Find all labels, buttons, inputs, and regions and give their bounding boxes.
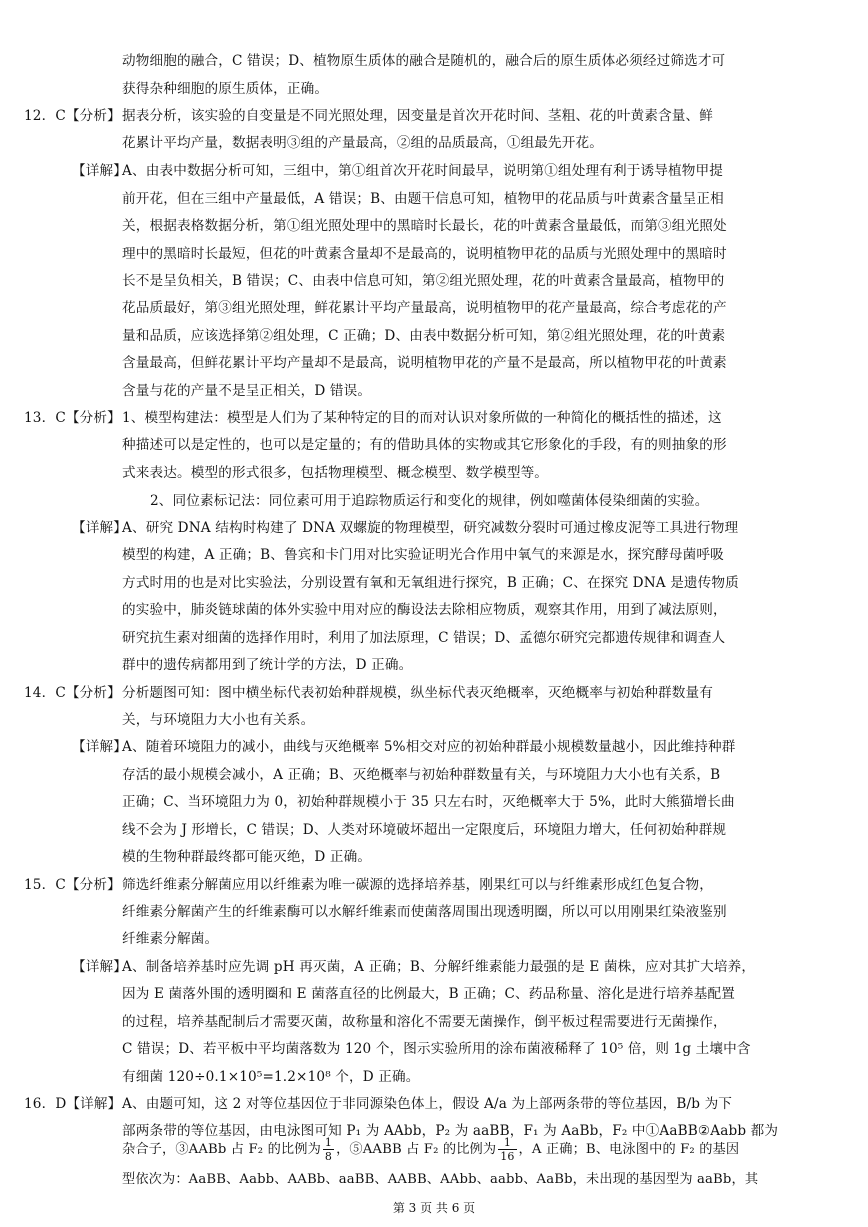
analysis-text: 种描述可以是定性的，也可以是定量的；有的借助具体的实物或其它形象化的手段，有的则抽象的形 <box>122 437 727 453</box>
detail-text: 前开花，但在三组中产量最低，A 错误；B、由题干信息可知，植物甲的花品质与叶黄素含量呈正相 <box>122 191 724 207</box>
detail-text <box>122 1136 739 1164</box>
text-line <box>0 925 868 953</box>
text-line <box>0 75 868 103</box>
fraction-line <box>0 1136 868 1164</box>
detail-text: 有细菌 120÷0.1×10⁵=1.2×10⁸ 个，D 正确。 <box>122 1069 420 1085</box>
text-line <box>0 843 868 871</box>
detail-text: 研究抗生素对细菌的选择作用时，利用了加法原理，C 错误；D、孟德尔研究完都遗传规律和调查人 <box>122 630 726 646</box>
question-16-header <box>0 1090 868 1118</box>
analysis-text: 花累计平均产量，数据表明③组的产量最高，②组的品质最高，①组最先开花。 <box>122 135 604 151</box>
text-line <box>0 240 868 268</box>
text-line <box>0 487 868 515</box>
text-line <box>0 1008 868 1036</box>
detail-text: 量和品质，应该选择第②组处理，C 正确；D、由表中数据分析可知，第②组光照处理，花的叶黄素 <box>122 328 726 344</box>
text-line <box>0 816 868 844</box>
numerator: 1 <box>324 1136 333 1149</box>
analysis-text: 纤维素分解菌。 <box>122 931 219 947</box>
question-12-header <box>0 102 868 130</box>
text-line <box>0 569 868 597</box>
text-line <box>0 624 868 652</box>
analysis-text: 1、模型构建法：模型是人们为了某种特定的目的而对认识对象所做的一种简化的概括性的描述，这 <box>122 410 722 426</box>
detail-line <box>0 953 868 981</box>
text-line <box>0 431 868 459</box>
text-line <box>0 1035 868 1063</box>
detail-text: C 错误；D、若平板中平均菌落数为 120 个，图示实验所用的涂布菌液稀释了 10⁵ 倍，则 1g 土壤中含 <box>122 1041 751 1057</box>
text-run: ，⑤AABB 占 F₂ 的比例为 <box>336 1142 497 1157</box>
text-line <box>0 322 868 350</box>
text-line <box>0 651 868 679</box>
detail-text: 群中的遗传病都用到了统计学的方法，D 正确。 <box>122 657 413 673</box>
text-line <box>0 788 868 816</box>
question-number: 14．C【分析】 <box>24 685 121 701</box>
detail-text: 型依次为：AaBB、Aabb、AABb、aaBB、AABB、AAbb、aabb、AaBb，未出现的基因型为 aaBb，其 <box>122 1172 759 1187</box>
detail-text: 的过程，培养基配制后才需要灭菌，故称量和溶化不需要无菌操作，倒平板过程需要进行无菌操作， <box>122 1014 727 1030</box>
detail-text: 模的生物种群最终都可能灭绝，D 正确。 <box>122 849 372 865</box>
text-run: ，A 正确；B、电泳图中的 F₂ 的基因 <box>518 1142 740 1157</box>
denominator: 16 <box>500 1150 515 1163</box>
analysis-text: 据表分析，该实验的自变量是不同光照处理，因变量是首次开花时间、茎粗、花的叶黄素含量、鲜 <box>122 108 713 124</box>
text-line <box>0 185 868 213</box>
detail-text: 部两条带的等位基因，由电泳图可知 P₁ 为 AAbb，P₂ 为 aaBB，F₁ 为 AaBb，F₂ 中①AaBB②Aabb 都为 <box>122 1123 779 1139</box>
text-line <box>0 294 868 322</box>
line-text: 动物细胞的融合，C 错误；D、植物原生质体的融合是随机的，融合后的原生质体必须经过筛选才可 <box>122 53 726 69</box>
detail-text: A、随着环境阻力的减小，曲线与灭绝概率 5%相交对应的初始种群最小规模数量越小，因此维持种群 <box>122 739 736 755</box>
text-line <box>0 349 868 377</box>
detail-text: A、由表中数据分析可知，三组中，第①组首次开花时间最早，说明第①组处理有利于诱导植物甲提 <box>122 163 723 179</box>
numerator: 1 <box>498 1136 516 1150</box>
analysis-text: 关，与环境阻力大小也有关系。 <box>122 712 315 728</box>
text-line <box>0 212 868 240</box>
detail-label: 【详解】 <box>72 739 127 755</box>
detail-text: 长不是呈负相关，B 错误；C、由表中信息可知，第②组光照处理，花的叶黄素含量最高，植物甲的 <box>122 273 725 289</box>
text-line <box>0 377 868 405</box>
detail-label: 【详解】 <box>72 163 127 179</box>
detail-line <box>0 733 868 761</box>
analysis-text: 纤维素分解菌产生的纤维素酶可以水解纤维素而使菌落周围出现透明圈，所以可以用刚果红染液鉴别 <box>122 904 727 920</box>
detail-text: A、制备培养基时应先调 pH 再灭菌，A 正确；B、分解纤维素能力最强的是 E 菌株，应对其扩大培养， <box>122 959 756 975</box>
detail-label: 【详解】 <box>72 959 127 975</box>
text-line <box>0 129 868 157</box>
detail-text: 线不会为 J 形增长，C 错误；D、人类对环境破坏超出一定限度后，环境阻力增大，任何初始种群规 <box>122 822 727 838</box>
detail-text: 含量与花的产量不是呈正相关，D 错误。 <box>122 383 372 399</box>
text-line <box>0 898 868 926</box>
text-line <box>0 596 868 624</box>
text-line <box>0 541 868 569</box>
question-15-header <box>0 871 868 899</box>
detail-text: 因为 E 菌落外围的透明圈和 E 菌落直径的比例最大，B 正确；C、药品称量、溶化是进行培养基配置 <box>122 986 735 1002</box>
question-14-header <box>0 679 868 707</box>
question-number: 16．D【详解】 <box>24 1096 122 1112</box>
detail-text: 正确；C、当环境阻力为 0，初始种群规模小于 35 只左右时，灭绝概率大于 5%，此时大熊猫增长曲 <box>122 794 735 810</box>
detail-text: 理中的黑暗时长最短，但花的叶黄素含量却不是最高的，说明植物甲花的品质与光照处理中的黑暗时 <box>122 246 727 262</box>
denominator: 8 <box>324 1150 333 1163</box>
line-text: 获得杂种细胞的原生质体，正确。 <box>122 81 329 97</box>
detail-text: 关，根据表格数据分析，第①组光照处理中的黑暗时长最长，花的叶黄素含量最低，而第③组光照处 <box>122 218 727 234</box>
text-line <box>0 706 868 734</box>
text-line <box>0 980 868 1008</box>
detail-line <box>0 514 868 542</box>
fraction-1-8 <box>323 1136 334 1163</box>
question-number: 15．C【分析】 <box>24 877 121 893</box>
detail-text: 存活的最小规模会减小，A 正确；B、灭绝概率与初始种群数量有关，与环境阻力大小也有关系，B <box>122 767 721 783</box>
detail-text: 方式时用的也是对比实验法，分别设置有氧和无氧组进行探究，B 正确；C、在探究 DNA 是遗传物质 <box>122 575 739 591</box>
analysis-text: 筛选纤维素分解菌应用以纤维素为唯一碳源的选择培养基，刚果红可以与纤维素形成红色复合物， <box>122 877 713 893</box>
question-number: 12．C【分析】 <box>24 108 121 124</box>
detail-text: 的实验中，肺炎链球菌的体外实验中用对应的酶设法去除相应物质，观察其作用，用到了减法原则， <box>122 602 727 618</box>
question-number: 13．C【分析】 <box>24 410 121 426</box>
question-13-header <box>0 404 868 432</box>
page-footer: 第 3 页 共 6 页 <box>392 1201 476 1215</box>
text-line <box>0 267 868 295</box>
text-line <box>0 1063 868 1091</box>
detail-text: A、由题可知，这 2 对等位基因位于非同源染色体上，假设 A/a 为上部两条带的等位基因，B/b 为下 <box>122 1096 733 1112</box>
text-line <box>0 1166 868 1194</box>
fraction-1-16 <box>498 1136 516 1163</box>
text-line <box>0 47 868 75</box>
detail-text: 模型的构建，A 正确；B、鲁宾和卡门用对比实验证明光合作用中氧气的来源是水，探究酵母菌呼吸 <box>122 547 724 563</box>
detail-line <box>0 157 868 185</box>
text-run: 杂合子，③AABb 占 F₂ 的比例为 <box>122 1142 321 1157</box>
text-line <box>0 459 868 487</box>
detail-text: 花品质最好，第③组光照处理，鲜花累计平均产量最高，说明植物甲的花产量最高，综合考虑花的产 <box>122 300 727 316</box>
analysis-text: 分析题图可知：图中横坐标代表初始种群规模，纵坐标代表灭绝概率，灭绝概率与初始种群数量有 <box>122 685 713 701</box>
detail-label: 【详解】 <box>72 520 127 536</box>
detail-text: A、研究 DNA 结构时构建了 DNA 双螺旋的物理模型，研究减数分裂时可通过橡皮泥等工具进行物理 <box>122 520 739 536</box>
analysis-text: 2、同位素标记法：同位素可用于追踪物质运行和变化的规律，例如噬菌体侵染细菌的实验。 <box>150 493 709 509</box>
text-line <box>0 761 868 789</box>
detail-text: 含量最高，但鲜花累计平均产量却不是最高，说明植物甲花的产量不是最高，所以植物甲花的叶黄素 <box>122 355 727 371</box>
analysis-text: 式来表达。模型的形式很多，包括物理模型、概念模型、数学模型等。 <box>122 465 549 481</box>
